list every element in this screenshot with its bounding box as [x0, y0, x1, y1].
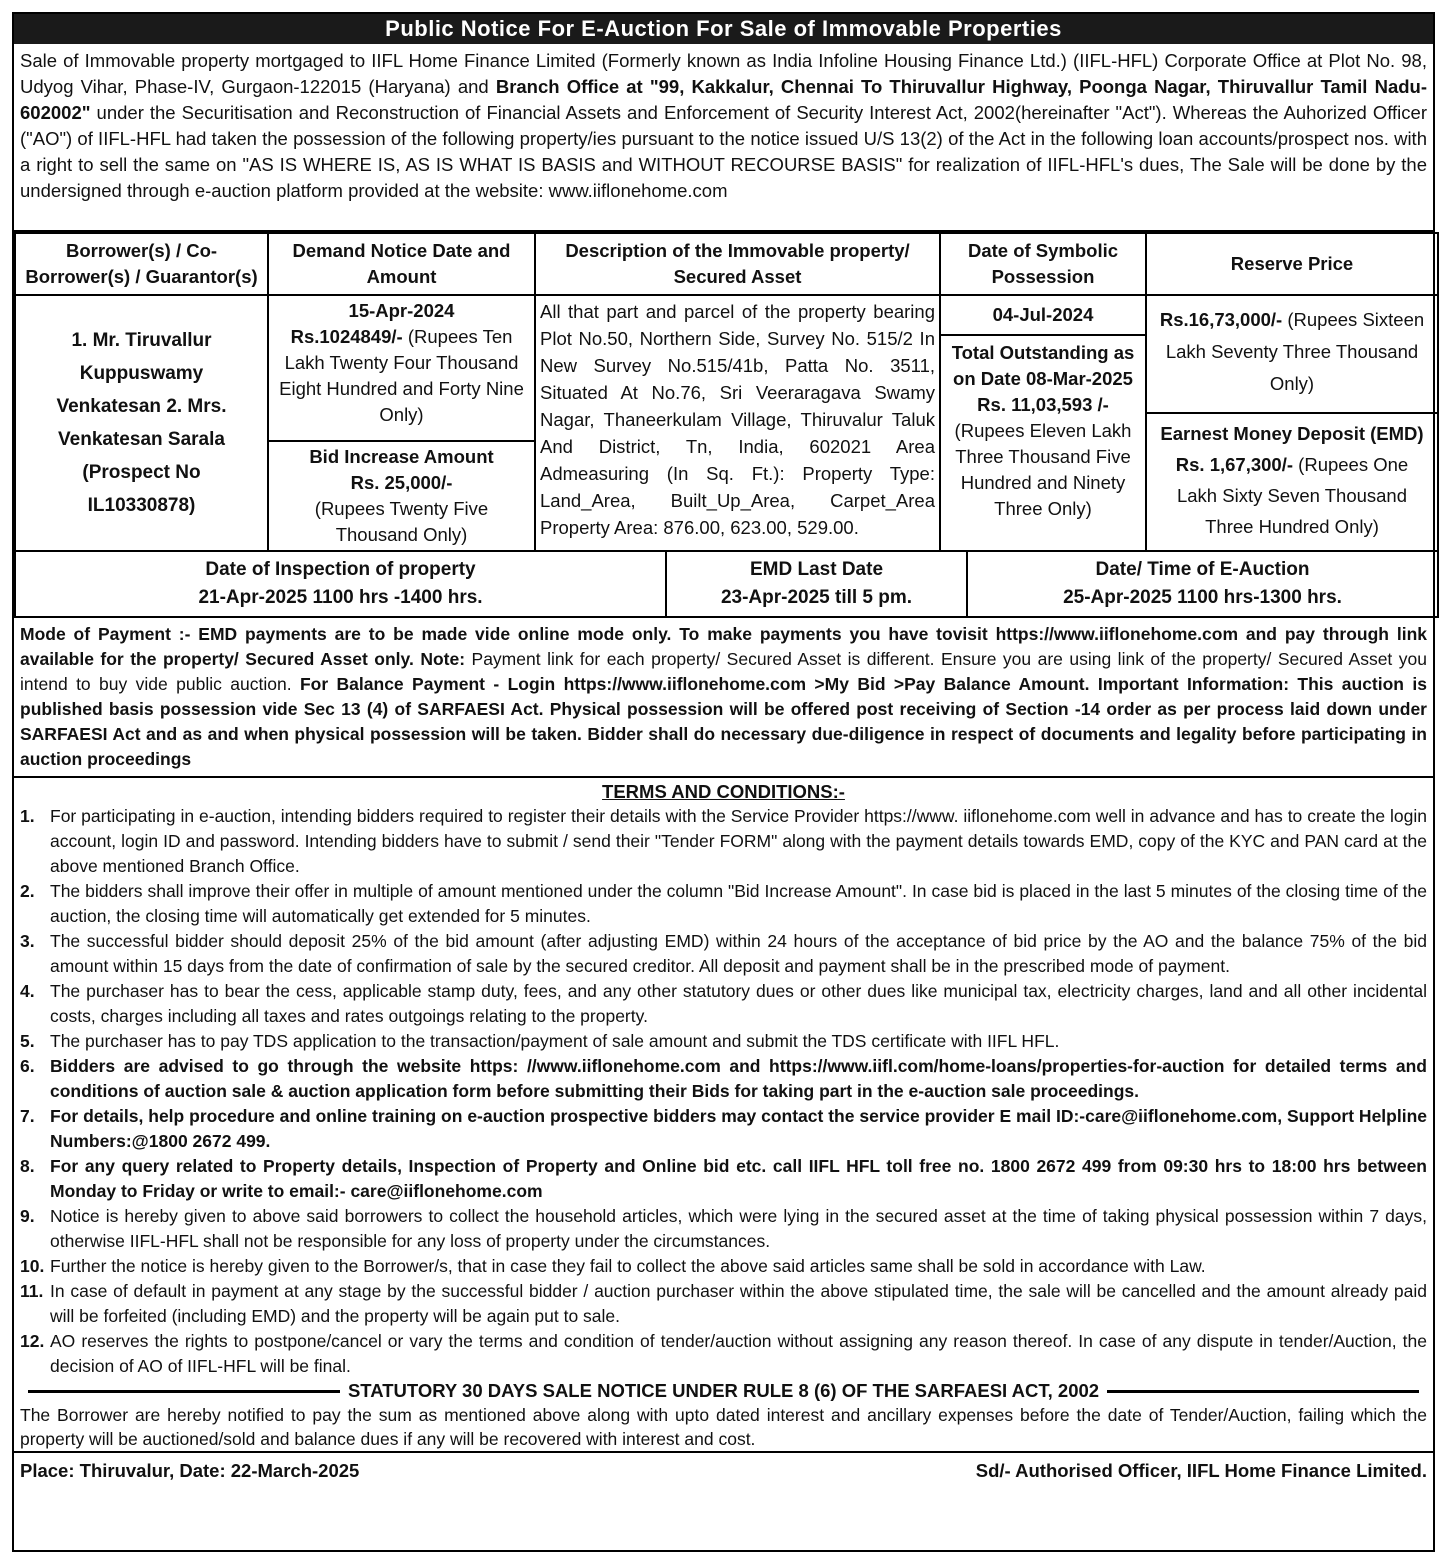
emd-words: (Rupees One Lakh Sixty Seven Thousand Three Hundred Only): [1176, 454, 1409, 537]
term-item: [20, 1054, 1427, 1104]
header-possession: Date of Symbolic Possession: [940, 233, 1146, 295]
auction-label: Date/ Time of E-Auction: [1095, 559, 1310, 580]
emd-last-date-cell: [666, 552, 967, 617]
term-text: Further the notice is hereby given to the Borrower/s, that in case they fail to collect the above said articles same shall be sold in accordance with Law.: [50, 1256, 1206, 1276]
intro-text-1: Sale of Immovable property mortgaged to IIFL Home Finance Limited (Formerly known as India Infoline Housing Finance Ltd.) (IIFL-HFL) Corporate Office at Plot No. 98, Udyog Vihar, Phase-IV, Gurgaon-122015 (Haryana) and: [20, 50, 1427, 97]
term-text: The purchaser has to pay TDS application to the transaction/payment of sale amount and submit the TDS certificate with IIFL HFL.: [50, 1031, 1060, 1051]
term-text: The bidders shall improve their offer in multiple of amount mentioned under the column "Bid Increase Amount". In case bid is placed in the last 5 minutes of the closing time of the auction, the closing time will automatically get extended for 5 minutes.: [50, 881, 1427, 926]
payment-mode-bold-2: For Balance Payment - Login https://www.iiflonehome.com >My Bid >Pay Balance Amount. Important Information: This auction is published basis possession vide Sec 13 (4) of SARFAESI Act. Physical possession will be offered post receiving of Section -14 order as per process laid down under SARFAESI Act and as and when physical possession will be taken. Bidder shall do necessary due-diligence in respect of documents and legality before participating in auction proceedings: [20, 674, 1427, 769]
emd-label: Earnest Money Deposit (EMD): [1160, 423, 1424, 444]
bid-amount: Rs. 25,000/-: [350, 472, 453, 493]
auction-time-cell: [967, 552, 1438, 617]
emd-amount: Rs. 1,67,300/-: [1175, 454, 1294, 475]
demand-words: (Rupees Ten Lakh Twenty Four Thousand Eight Hundred and Forty Nine Only): [279, 326, 524, 425]
term-text: For any query related to Property details, Inspection of Property and Online bid etc. call IIFL HFL toll free no. 1800 2672 499 from 09:30 hrs to 18:00 hrs between Monday to Friday or write to email:- care@iiflonehome.com: [50, 1156, 1427, 1201]
term-text: The purchaser has to bear the cess, applicable stamp duty, fees, and any other statutory dues or other dues like municipal tax, electricity charges, land and all other incidental costs, charges including all taxes and rates outgoings relating to the property.: [50, 981, 1427, 1026]
term-number: 9.: [20, 1206, 35, 1226]
branch-office: Branch Office at "99, Kakkalur, Chennai To Thiruvallur Highway, Poonga Nagar, Thiruvallur Tamil Nadu-602002": [20, 76, 1427, 123]
term-item: [20, 979, 1427, 1029]
terms-list: [14, 804, 1433, 1379]
term-item: [20, 804, 1427, 879]
term-number: 1.: [20, 806, 35, 826]
outstanding-label: Total Outstanding as on Date 08-Mar-2025: [951, 342, 1135, 389]
possession-cell: [940, 295, 1146, 551]
inspection-value: 21-Apr-2025 1100 hrs -1400 hrs.: [198, 587, 483, 608]
term-item: [20, 1204, 1427, 1254]
borrowers-cell: 1. Mr. Tiruvallur Kuppuswamy Venkatesan 2. Mrs. Venkatesan Sarala (Prospect No IL10330878): [15, 295, 268, 551]
bid-increase-cell: [268, 441, 535, 551]
emd-last-value: 23-Apr-2025 till 5 pm.: [720, 587, 913, 608]
term-number: 2.: [20, 881, 35, 901]
outstanding-words: (Rupees Eleven Lakh Three Thousand Five Hundred and Ninety Three Only): [954, 420, 1132, 519]
inspection-label: Date of Inspection of property: [205, 559, 476, 580]
term-number: 6.: [20, 1056, 35, 1076]
term-number: 12.: [20, 1331, 45, 1351]
statutory-body: The Borrower are hereby notified to pay the sum as mentioned above along with upto dated interest and ancillary expenses before the date of Tender/Auction, failing which the property will be auctioned/sold and balance dues if any will be recovered with interest and cost.: [14, 1403, 1433, 1453]
term-text: In case of default in payment at any stage by the successful bidder / auction purchaser within the above stipulated time, the sale will be cancelled and the amount already paid will be forfeited (including EMD) and the property will be again put to sale.: [50, 1281, 1427, 1326]
term-text: Bidders are advised to go through the website https: //www.iiflonehome.com and https://www.iifl.com/home-loans/properties-for-auction for detailed terms and conditions of auction sale & auction application form before submitting their Bids for taking part in the e-auction sale proceedings.: [50, 1056, 1427, 1101]
term-item: [20, 1104, 1427, 1154]
payment-mode-bold-1: Mode of Payment :- EMD payments are to be made vide online mode only. To make payments you have tovisit https://www.iiflonehome.com and pay through link available for the property/ Secured Asset only. Note:: [20, 624, 1427, 669]
intro-paragraph: [14, 44, 1433, 232]
term-item: [20, 879, 1427, 929]
divider: [28, 1390, 340, 1393]
term-text: The successful bidder should deposit 25% of the bid amount (after adjusting EMD) within 24 hours of the acceptance of bid price by the AO and the balance 75% of the bid amount within 15 days from the date of confirmation of sale by the secured creditor. All deposit and payment shall be in the prescribed mode of payment.: [50, 931, 1427, 976]
header-description: Description of the Immovable property/ Secured Asset: [535, 233, 940, 295]
description-cell: All that part and parcel of the property bearing Plot No.50, Northern Side, Survey No. 515/2 In New Survey No.515/41b, Patta No. 3511, Situated At No.76, Sri Veeraragava Swamy Nagar, Thaneerkulam Village, Thiruvalur Taluk And District, Tn, India, 602021 Area Admeasuring (In Sq. Ft.): Property Type: Land_Area, Built_Up_Area, Carpet_Area Property Area: 876.00, 623.00, 529.00.: [535, 295, 940, 551]
term-number: 5.: [20, 1031, 35, 1051]
term-item: [20, 929, 1427, 979]
property-table: [14, 232, 1439, 552]
reserve-words: (Rupees Sixteen Lakh Seventy Three Thousand Only): [1165, 309, 1425, 394]
table-header-row: [15, 233, 1438, 295]
reserve-price-cell: [1146, 295, 1438, 551]
inspection-cell: [15, 552, 666, 617]
term-text: For details, help procedure and online training on e-auction prospective bidders may contact the service provider E mail ID:-care@iiflonehome.com, Support Helpline Numbers:@1800 2672 499.: [50, 1106, 1427, 1151]
possession-date: 04-Jul-2024: [941, 296, 1145, 336]
term-item: [20, 1154, 1427, 1204]
divider: [1107, 1390, 1419, 1393]
demand-amount: Rs.1024849/-: [290, 326, 403, 347]
term-number: 7.: [20, 1106, 35, 1126]
bid-words: (Rupees Twenty Five Thousand Only): [314, 498, 489, 545]
payment-mode-note: Payment link for each property/ Secured Asset is different. Ensure you are using link of the property/ Secured Asset you intend to buy vide public auction.: [20, 649, 1427, 694]
place-date: Place: Thiruvalur, Date: 22-March-2025: [20, 1460, 360, 1481]
header-demand-notice: Demand Notice Date and Amount: [268, 233, 535, 295]
reserve-amount: Rs.16,73,000/-: [1159, 309, 1283, 330]
payment-mode-section: [14, 618, 1433, 778]
term-number: 3.: [20, 931, 35, 951]
header-borrowers: Borrower(s) / Co-Borrower(s) / Guarantor(s): [15, 233, 268, 295]
statutory-title-row: [14, 1379, 1433, 1403]
term-item: [20, 1329, 1427, 1379]
statutory-title: STATUTORY 30 DAYS SALE NOTICE UNDER RULE 8 (6) OF THE SARFAESI ACT, 2002: [347, 1380, 1100, 1401]
term-number: 4.: [20, 981, 35, 1001]
intro-text-2: under the Securitisation and Reconstruction of Financial Assets and Enforcement of Security Interest Act, 2002(hereinafter "Act"). Whereas the Auhorized Officer ("AO") of IIFL-HFL had taken the possession of the following property/ies pursuant to the notice issued U/S 13(2) of the Act in the following loan accounts/prospect nos. with a right to sell the same on "AS IS WHERE IS, AS IS WHAT IS BASIS and WITHOUT RECOURSE BASIS" for realization of IIFL-HFL's dues, The Sale will be done by the undersigned through e-auction platform provided at the website: www.iiflonehome.com: [20, 102, 1427, 201]
term-text: AO reserves the rights to postpone/cancel or vary the terms and condition of tender/auction without assigning any reason thereof. In case of any dispute in tender/Auction, the decision of AO of IIFL-HFL will be final.: [50, 1331, 1427, 1376]
signature: Sd/- Authorised Officer, IIFL Home Finance Limited.: [975, 1460, 1427, 1481]
public-notice: [12, 12, 1435, 1552]
term-text: Notice is hereby given to above said borrowers to collect the household articles, which were lying in the secured asset at the time of taking physical possession within 7 days, otherwise IIFL-HFL shall not be responsible for any loss of property under the circumstances.: [50, 1206, 1427, 1251]
term-item: [20, 1029, 1427, 1054]
term-number: 11.: [20, 1281, 44, 1301]
demand-date: 15-Apr-2024: [348, 300, 455, 321]
bid-label: Bid Increase Amount: [309, 446, 494, 467]
terms-title: TERMS AND CONDITIONS:-: [602, 781, 845, 802]
term-number: 10.: [20, 1256, 45, 1276]
auction-value: 25-Apr-2025 1100 hrs-1300 hrs.: [1063, 587, 1342, 608]
table-row: [15, 295, 1438, 441]
dates-row: [14, 552, 1439, 618]
term-item: [20, 1279, 1427, 1329]
emd-last-label: EMD Last Date: [749, 559, 884, 580]
term-item: [20, 1254, 1427, 1279]
demand-notice-cell: [268, 295, 535, 441]
term-text: For participating in e-auction, intending bidders required to register their details with the Service Provider https://www. iiflonehome.com well in advance and has to create the login account, login ID and password. Intending bidders have to submit / send their "Tender FORM" along with the payment details towards EMD, copy of the KYC and PAN card at the above mentioned Branch Office.: [50, 806, 1427, 876]
outstanding-amount: Rs. 11,03,593 /-: [977, 394, 1109, 415]
notice-title: Public Notice For E-Auction For Sale of Immovable Properties: [14, 14, 1433, 44]
header-reserve-price: Reserve Price: [1146, 233, 1438, 295]
footer: [14, 1453, 1433, 1489]
term-number: 8.: [20, 1156, 35, 1176]
